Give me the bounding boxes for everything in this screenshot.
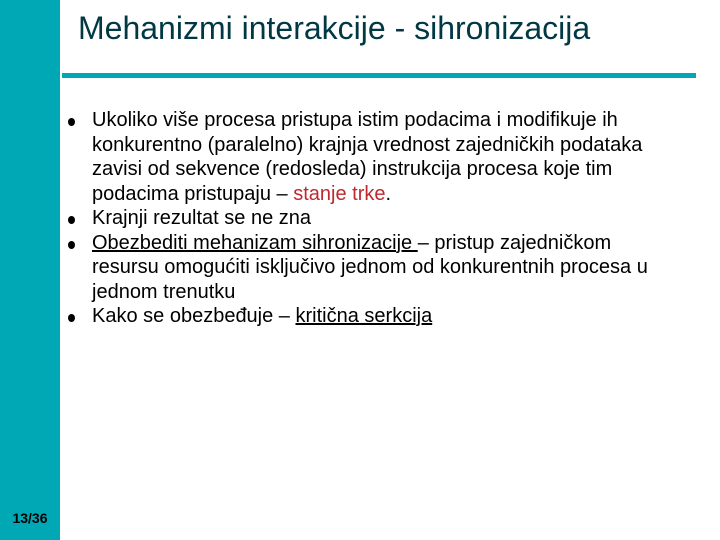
bullet-text: Krajnji rezultat se ne zna: [92, 207, 312, 229]
title-underline-rule: [62, 73, 696, 78]
critical-section-link[interactable]: kritična serkcija: [295, 305, 433, 327]
page-number: 13/36: [12, 510, 48, 526]
bullet-text: – pristup zajedničkom resursu omogućiti isključivo jednom od konkurentnih procesa u jednom trenutku: [92, 231, 648, 303]
bullet-item: [68, 108, 668, 206]
bullet-text: Kako se obezbeđuje –: [92, 305, 296, 327]
bullet-item: [68, 304, 668, 329]
bullet-dot-icon: [68, 118, 75, 126]
bullet-dot-icon: [68, 314, 75, 322]
bullet-text-end: .: [385, 182, 392, 205]
bullet-dot-icon: [68, 241, 75, 249]
side-accent-bar: [0, 0, 60, 540]
bullet-item: [68, 206, 668, 231]
bullet-dot-icon: [68, 216, 75, 224]
race-condition-term: stanje trke: [293, 182, 386, 205]
bullet-text: Ukoliko više procesa pristupa istim podacima i modifikuje ih konkurentno (paralelno) krajnja vrednost zajedničkih podataka zavisi od sekvence (redosleda) instrukcija procesa koje tim podacima pristupaju –: [92, 109, 643, 205]
synchronization-mechanism-term: Obezbediti mehanizam sihronizacije: [92, 231, 418, 254]
bullet-item: [68, 231, 668, 305]
bullet-list: [68, 108, 668, 329]
slide-title: Mehanizmi interakcije - sihronizacija: [78, 10, 591, 46]
